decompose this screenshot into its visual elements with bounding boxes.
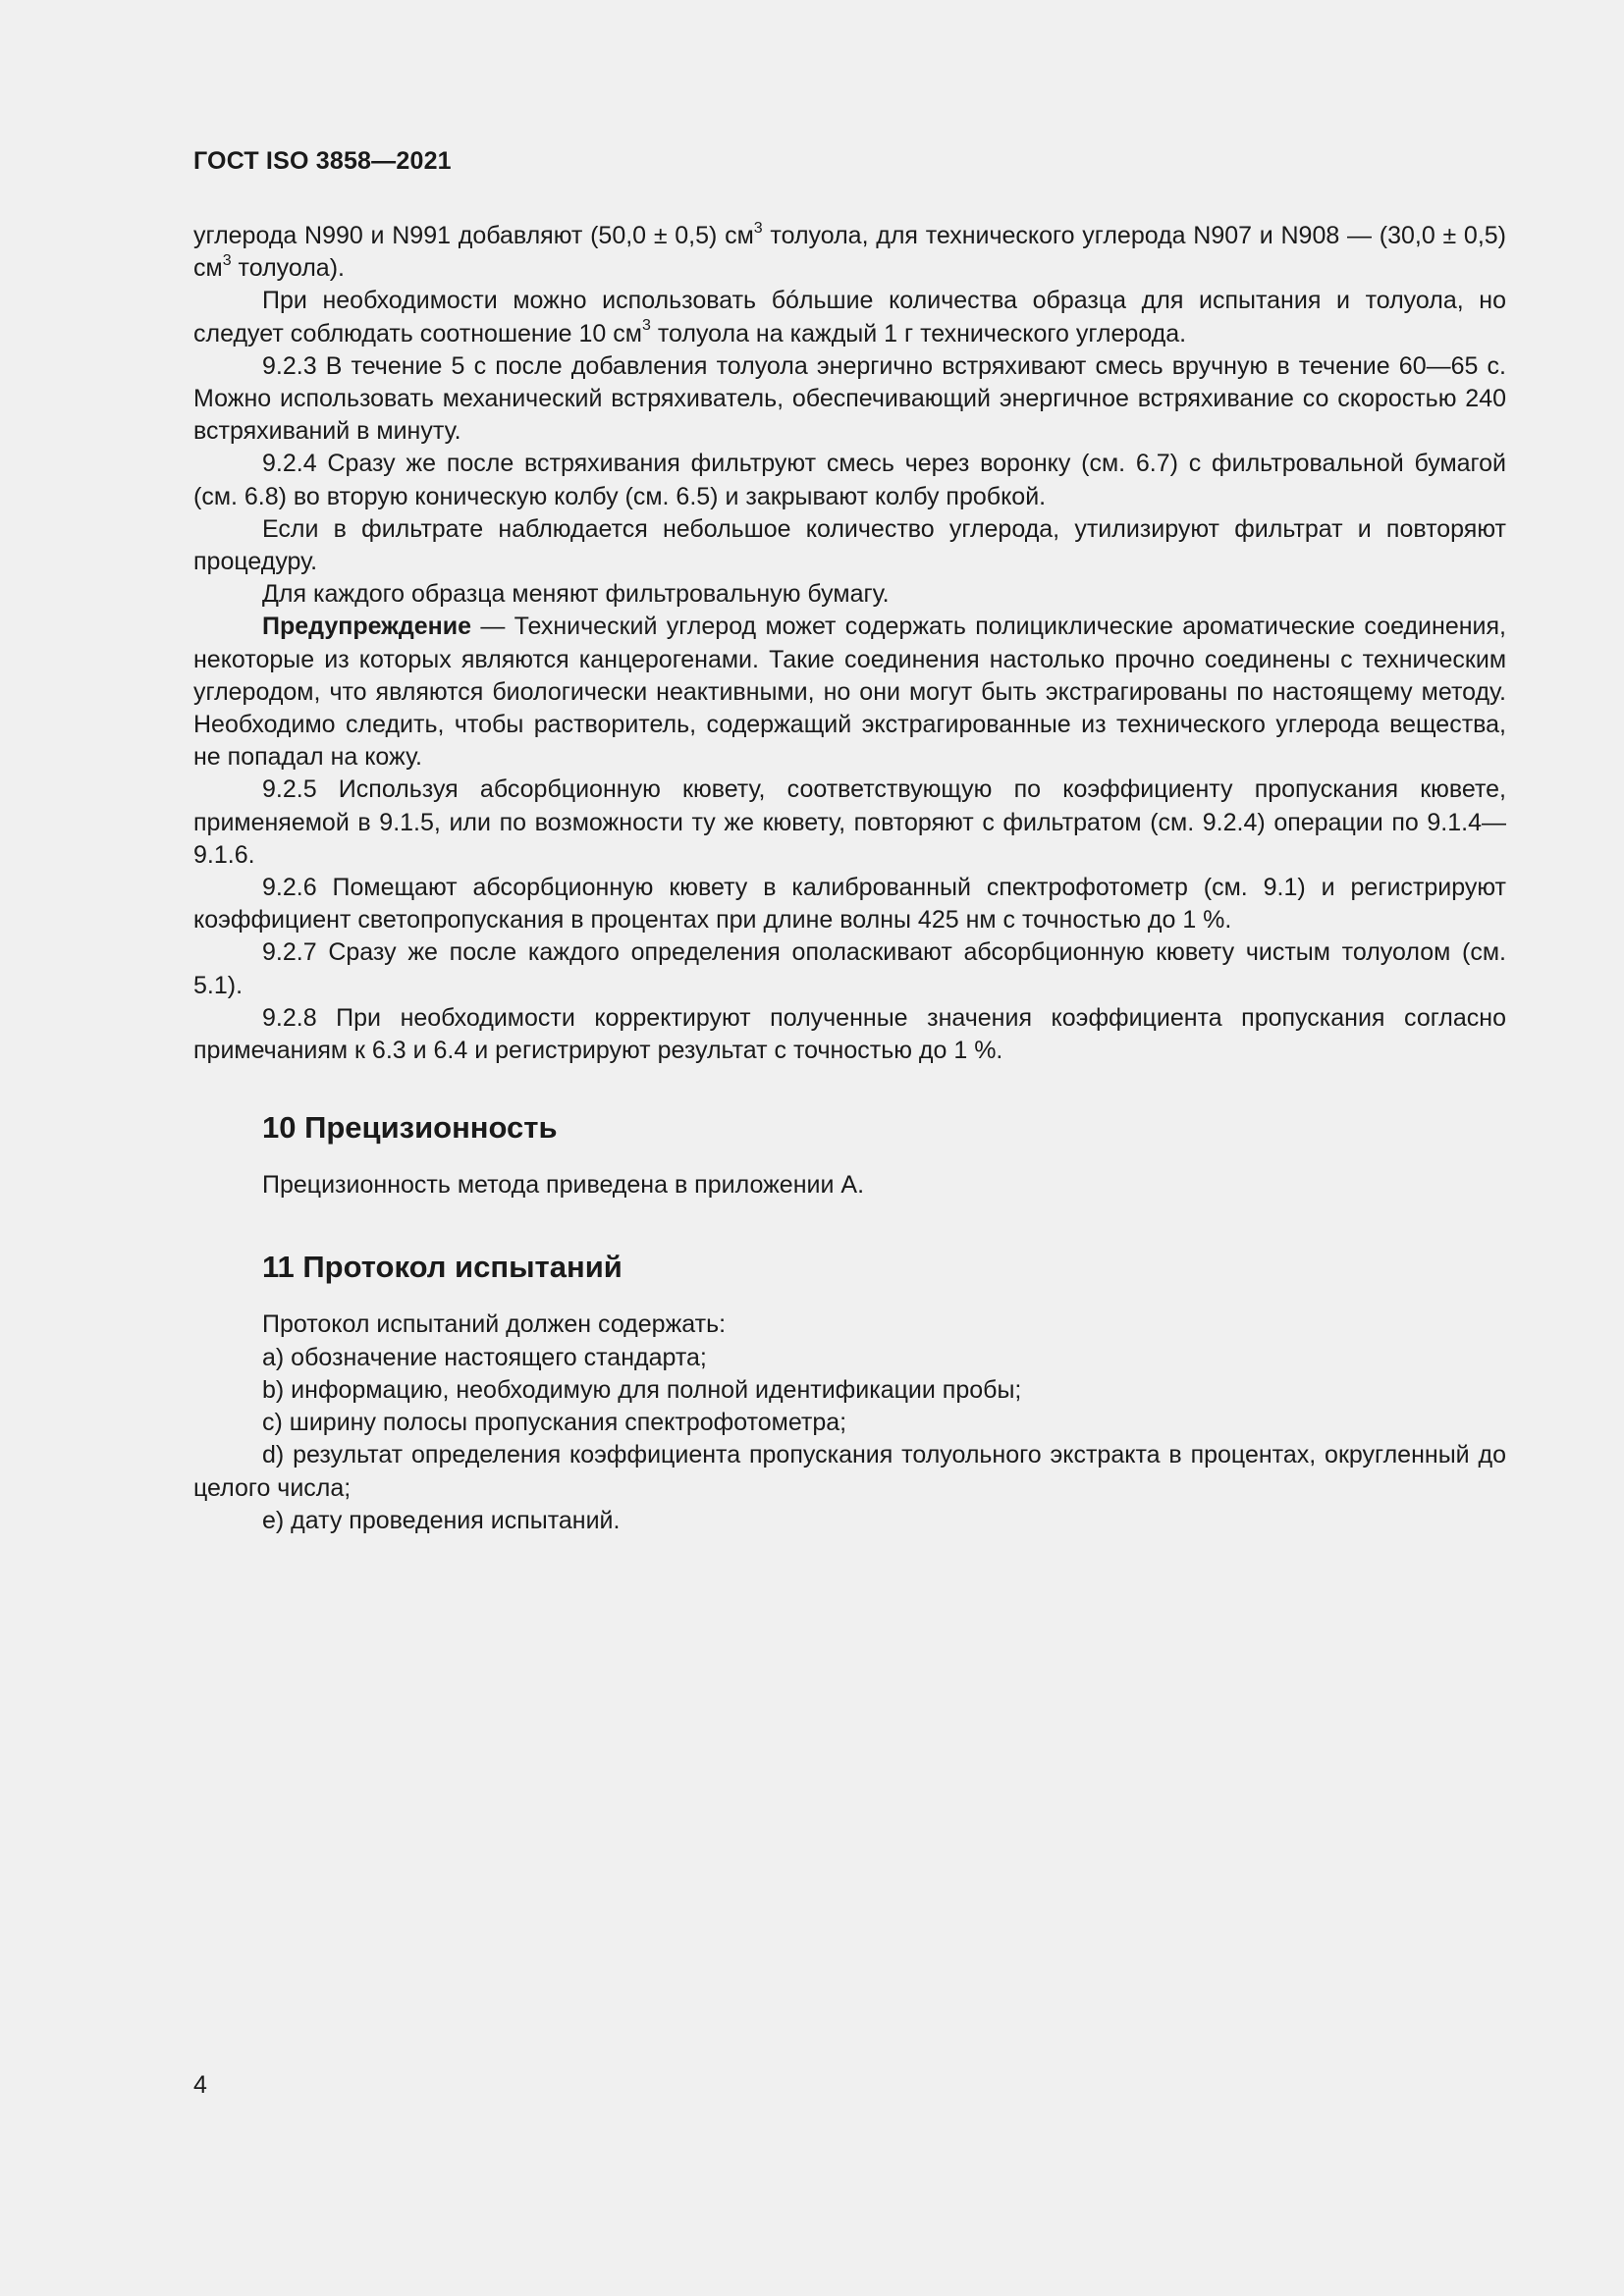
text-fragment: толуола на каждый 1 г технического углерода. [650, 319, 1187, 347]
superscript: 3 [222, 251, 232, 269]
paragraph-9-2-5: 9.2.5 Используя абсорбционную кювету, соответствующую по коэффициенту пропускания кювете, применяемой в 9.1.5, или по возможности ту же кювету, повторяют с фильтратом (см. 9.2.4) операции по 9.1.4—9.1.6. [193, 775, 1506, 869]
paragraph-9-2-7: 9.2.7 Сразу же после каждого определения ополаскивают абсорбционную кювету чистым толуолом (см. 5.1). [193, 938, 1506, 999]
paragraph-9-2-8: 9.2.8 При необходимости корректируют полученные значения коэффициента пропускания согласно примечаниям к 6.3 и 6.4 и регистрируют результат с точностью до 1 %. [193, 1003, 1506, 1065]
superscript: 3 [641, 317, 651, 335]
paragraph-filter-paper: Для каждого образца меняют фильтровальную бумагу. [262, 580, 890, 609]
warning-label: Предупреждение [262, 613, 472, 641]
text-fragment: При необходимости можно использовать бóльшие количества образца для испытания и толуола, но следует соблюдать соотношение 10 см [193, 287, 1506, 347]
paragraph-9-2-4: 9.2.4 Сразу же после встряхивания фильтруют смесь через воронку (см. 6.7) с фильтровальной бумагой (см. 6.8) во вторую коническую колбу (см. 6.5) и закрывают колбу пробкой. [193, 450, 1506, 510]
section-10-title: 10 Прецизионность [262, 1110, 558, 1146]
text-fragment: толуола). [231, 254, 345, 283]
paragraph-filtrate-carbon: Если в фильтрате наблюдается небольшое количество углерода, утилизируют фильтрат и повторяют процедуру. [193, 514, 1506, 576]
list-item: d) результат определения коэффициента пропускания толуольного экстракта в процентах, округленный до целого числа; [193, 1441, 1506, 1502]
list-item: a) обозначение настоящего стандарта; [262, 1343, 707, 1371]
paragraph-9-2-3: 9.2.3 В течение 5 с после добавления толуола энергично встряхивают смесь вручную в течение 60—65 с. Можно использовать механический встряхиватель, обеспечивающий энергичное встряхивание со скоростью 240 встряхиваний в минуту. [193, 351, 1506, 446]
section-11-title: 11 Протокол испытаний [262, 1250, 623, 1285]
list-item: b) информацию, необходимую для полной идентификации пробы; [262, 1375, 1022, 1404]
page-number: 4 [193, 2071, 207, 2099]
warning-text: — Технический углерод может содержать полициклические ароматические соединения, некоторые из которых являются канцерогенами. Такие соединения настолько прочно соединены с техническим углеродом, что являются биологически неактивными, но они могут быть экстрагированы по настоящему методу. Необходимо следить, чтобы растворитель, содержащий экстрагированные из технического углерода вещества, не попадал на кожу. [193, 613, 1506, 772]
document-body [193, 220, 1506, 1537]
section-11-intro: Протокол испытаний должен содержать: [262, 1310, 727, 1339]
superscript: 3 [753, 219, 763, 237]
text-fragment: толуола, для технического углерода N907 и N908 — (30,0 ± 0,5) см [193, 222, 1506, 283]
list-item: c) ширину полосы пропускания спектрофотометра; [262, 1409, 847, 1437]
paragraph-warning [193, 611, 1506, 774]
paragraph-sample-ratio [193, 285, 1506, 349]
text-fragment: углерода N990 и N991 добавляют (50,0 ± 0,5) см [193, 222, 754, 249]
paragraph-toluene-volume [193, 220, 1506, 285]
document-code-header: ГОСТ ISO 3858—2021 [193, 147, 452, 175]
paragraph-9-2-6: 9.2.6 Помещают абсорбционную кювету в калиброванный спектрофотометр (см. 9.1) и регистрируют коэффициент светопропускания в процентах при длине волны 425 нм с точностью до 1 %. [193, 874, 1506, 934]
list-item: e) дату проведения испытаний. [262, 1506, 621, 1534]
section-10-text: Прецизионность метода приведена в приложении А. [262, 1171, 865, 1200]
